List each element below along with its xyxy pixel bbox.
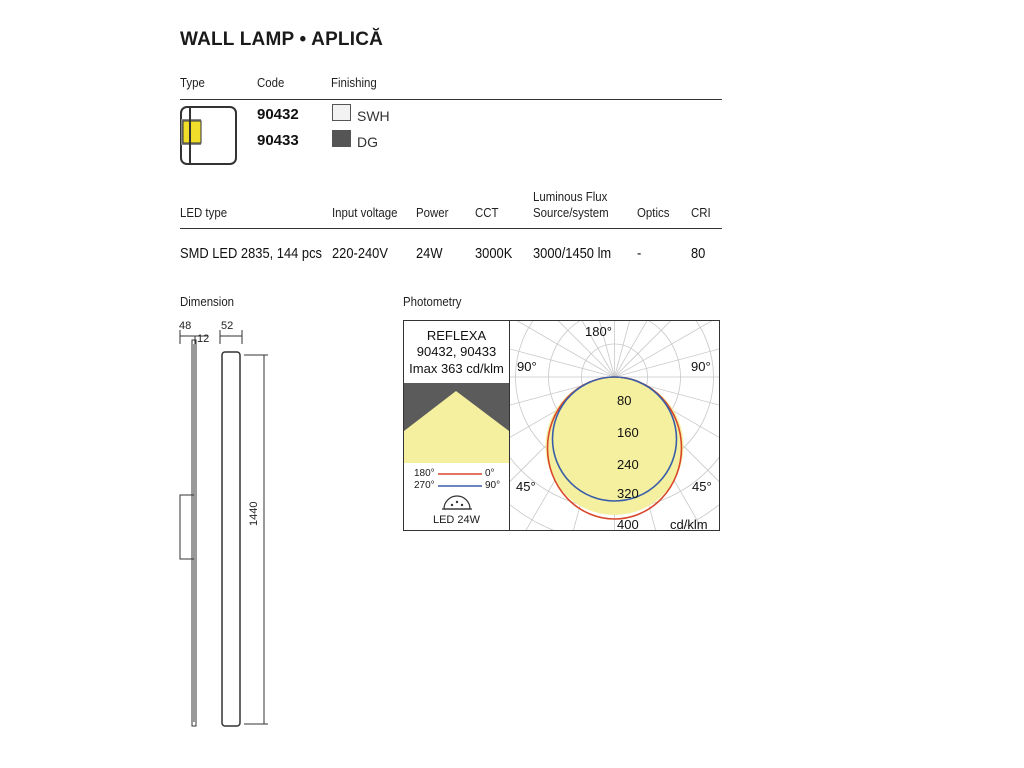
photometry-label: Photometry: [403, 294, 462, 309]
legend-0: 0°: [485, 468, 495, 479]
ring-label-160: 160: [617, 425, 639, 440]
angle-label-90-right: 90°: [691, 359, 711, 374]
ring-label-320: 320: [617, 486, 639, 501]
finish-swatch-grey: [332, 130, 351, 147]
power-header: Power: [416, 205, 449, 220]
finish-swatch-white: [332, 104, 351, 121]
optics-value: -: [637, 245, 642, 262]
polar-chart: [510, 321, 719, 530]
cct-header: CCT: [475, 205, 499, 220]
finish-label: SWH: [357, 108, 390, 124]
optics-header: Optics: [637, 205, 670, 220]
lamp-dome-icon: [440, 493, 474, 511]
unit-label: cd/klm: [670, 517, 708, 532]
photometry-codes: 90432, 90433: [416, 344, 497, 359]
dimension-label: Dimension: [180, 294, 235, 309]
legend-180: 180°: [414, 468, 435, 479]
led-type-header: LED type: [180, 205, 228, 220]
photometry-imax: Imax 363 cd/klm: [409, 361, 504, 376]
angle-label-90-left: 90°: [517, 359, 537, 374]
finish-label: DG: [357, 134, 378, 150]
spec-divider: [180, 228, 722, 229]
code-header: Code: [257, 75, 285, 90]
lamp-label: LED 24W: [432, 514, 481, 526]
header-divider: [180, 99, 722, 100]
ring-label-400: 400: [617, 517, 639, 532]
finishing-header: Finishing: [331, 75, 377, 90]
dimension-drawing: [170, 318, 280, 738]
photometry-panel: [403, 320, 720, 531]
input-voltage-header: Input voltage: [332, 205, 398, 220]
power-value: 24W: [416, 245, 443, 262]
angle-label-180: 180°: [585, 324, 612, 339]
cct-value: 3000K: [475, 245, 513, 262]
beam-diagram-icon: [404, 383, 509, 463]
ring-label-240: 240: [617, 457, 639, 472]
dimension-depth-base: 12: [197, 333, 210, 345]
wall-lamp-icon: [180, 105, 240, 167]
cri-header: CRI: [691, 205, 711, 220]
cri-value: 80: [691, 245, 706, 262]
dimension-height: 1440: [248, 501, 260, 526]
angle-label-45-left: 45°: [516, 479, 536, 494]
luminous-flux-header: Luminous Flux: [533, 189, 608, 204]
flux-value: 3000/1450 lm: [533, 245, 612, 262]
input-voltage-value: 220-240V: [332, 245, 388, 262]
source-system-header: Source/system: [533, 205, 609, 220]
dimension-width: 52: [221, 320, 234, 332]
dimension-depth-total: 48: [179, 320, 192, 332]
legend-270: 270°: [414, 480, 435, 491]
page-title: WALL LAMP • APLICĂ: [180, 29, 384, 50]
ring-label-80: 80: [617, 393, 632, 408]
product-code: 90433: [257, 132, 299, 149]
type-header: Type: [180, 75, 205, 90]
led-type-value: SMD LED 2835, 144 pcs: [180, 245, 322, 262]
product-code: 90432: [257, 106, 299, 123]
angle-label-45-right: 45°: [692, 479, 712, 494]
photometry-product-name: REFLEXA: [426, 328, 487, 343]
legend-90: 90°: [485, 480, 501, 491]
